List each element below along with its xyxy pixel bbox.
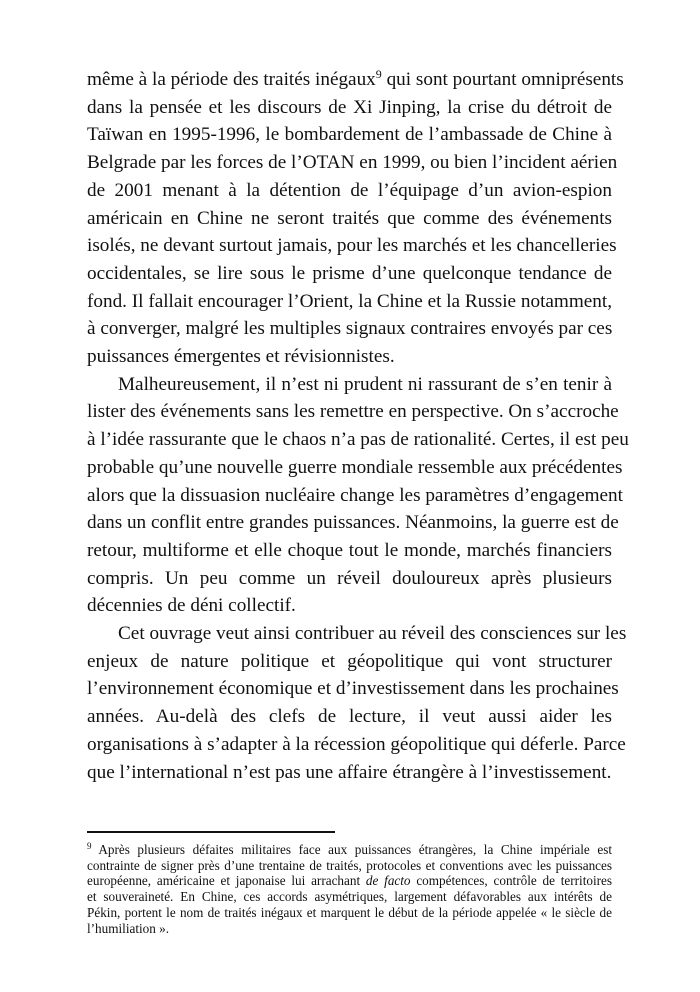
text-line [87,205,612,233]
text-segment: l’humiliation ». [87,920,170,936]
text-segment: même à la période des traités inégaux [87,69,376,90]
text-line [87,398,619,426]
text-line [87,454,623,482]
text-line [87,759,612,787]
text-segment: américain en Chine ne seront traités que comme des événements [87,207,612,229]
text-line [87,177,612,205]
text-segment: Après plusieurs défaites militaires face aux puissances étrangères, la Chine impériale est [91,842,612,857]
footnote-line [87,889,612,905]
text-line [87,315,612,343]
text-line [87,703,612,731]
text-segment: et souveraineté. En Chine, ces accords asymétriques, largement défavorables aux intérêts de [87,889,612,905]
text-line [87,537,612,565]
footnote-line [87,858,612,874]
text-line [87,260,612,288]
text-segment: enjeux de nature politique et géopolitique qui vont structurer [87,650,612,672]
footnote-marker: 9 [87,841,92,851]
text-line [87,343,612,371]
text-line [87,149,618,177]
text-segment: qui sont pourtant omniprésents [381,69,624,90]
text-line [87,592,612,620]
text-segment: Cet ouvrage veut ainsi contribuer au réveil des consciences sur les [118,623,627,645]
footnote-reference: 9 [375,67,382,81]
text-line [87,731,626,759]
italic-term: de facto [365,873,411,889]
text-segment: à l’idée rassurante que le chaos n’a pas de rationalité. Certes, il est peu [87,429,629,451]
text-line [87,94,612,122]
text-segment: à converger, malgré les multiples signaux contraires envoyés par ces [87,318,613,340]
text-segment: probable qu’une nouvelle guerre mondiale ressemble aux précédentes [87,456,623,478]
footnote-line [87,905,612,921]
text-line [87,232,617,260]
text-line [87,620,627,648]
footnote-line [87,842,612,858]
footnote-separator [87,831,335,833]
text-line [87,426,629,454]
text-segment: puissances émergentes et révisionnistes. [87,346,395,368]
text-line [87,509,619,537]
text-segment: fond. Il fallait encourager l’Orient, la Chine et la Russie notamment, [87,290,612,312]
text-segment: l’environnement économique et d’investissement dans les prochaines [87,678,619,700]
footnote-line [87,873,612,889]
text-segment: dans la pensée et les discours de Xi Jinping, la crise du détroit de [87,96,612,118]
body-text [87,66,629,786]
text-line [87,121,612,149]
text-segment: organisations à s’adapter à la récession géopolitique qui déferle. Parce [87,733,626,755]
text-line [87,565,612,593]
text-line [87,288,612,316]
text-segment: dans un conflit entre grandes puissances. Néanmoins, la guerre est de [87,512,619,534]
text-segment: Taïwan en 1995-1996, le bombardement de l’ambassade de Chine à [87,124,612,146]
text-segment: alors que la dissuasion nucléaire change les paramètres d’engagement [87,484,623,506]
text-segment: de 2001 menant à la détention de l’équipage d’un avion-espion [87,179,612,201]
text-line [87,648,612,676]
text-line [87,66,624,94]
text-segment: Malheureusement, il n’est ni prudent ni rassurant de s’en tenir à [118,373,612,395]
text-segment: Pékin, portent le nom de traités inégaux et marquent le début de la période appelée « le siècle de [87,904,612,920]
text-segment: Belgrade par les forces de l’OTAN en 1999, ou bien l’incident aérien [87,152,618,174]
text-segment: décennies de déni collectif. [87,595,296,617]
text-line [87,371,612,399]
text-segment: lister des événements sans les remettre en perspective. On s’accroche [87,401,619,423]
text-line [87,482,623,510]
text-segment: compétences, contrôle de territoires [410,873,612,889]
text-segment: occidentales, se lire sous le prisme d’une quelconque tendance de [87,262,612,284]
text-segment: que l’international n’est pas une affaire étrangère à l’investissement. [87,761,612,783]
text-segment: compris. Un peu comme un réveil douloureux après plusieurs [87,567,612,589]
text-line [87,675,619,703]
text-segment: isolés, ne devant surtout jamais, pour les marchés et les chancelleries [87,235,617,257]
footnote [87,842,612,936]
footnote-line [87,921,612,937]
text-segment: années. Au-delà des clefs de lecture, il veut aussi aider les [87,706,612,728]
text-segment: retour, multiforme et elle choque tout le monde, marchés financiers [87,539,612,561]
text-segment: contrainte de signer près d’une trentaine de traités, protocoles et conventions avec les puissances [87,857,612,873]
text-segment: européenne, américaine et japonaise lui arrachant [87,873,366,889]
